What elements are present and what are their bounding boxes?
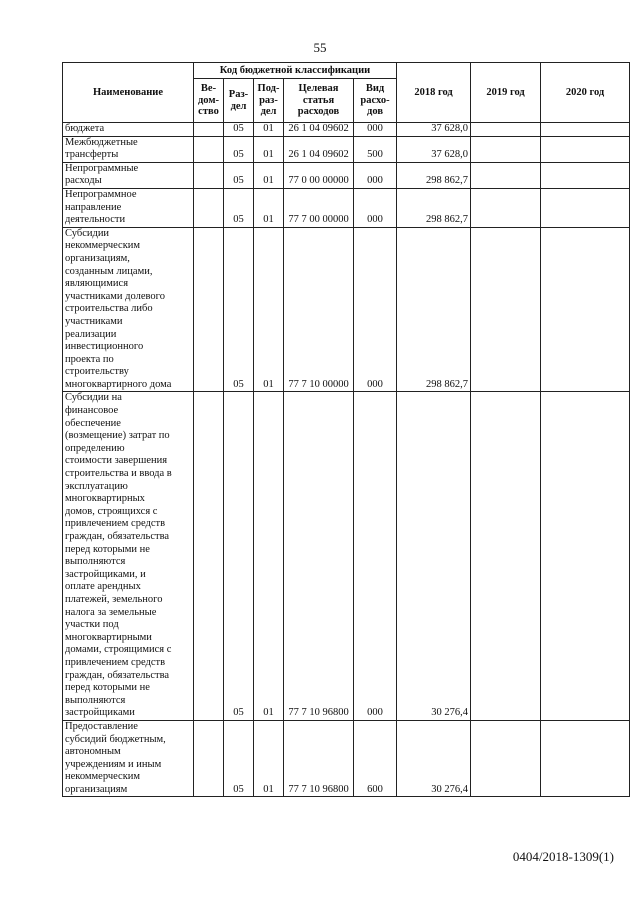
table-row [63, 392, 630, 720]
table-row [63, 162, 630, 188]
row-amount-2019 [471, 162, 541, 188]
table-row [63, 227, 630, 392]
row-amount-2020 [541, 392, 630, 720]
table-body [63, 123, 630, 797]
table-row [63, 720, 630, 797]
row-name: Непрограммное направление деятельности [63, 188, 194, 227]
row-expense-type: 000 [354, 123, 397, 137]
table-row [63, 188, 630, 227]
row-podrazdel: 01 [254, 227, 284, 392]
row-expense-type: 000 [354, 162, 397, 188]
row-amount-2019 [471, 227, 541, 392]
row-razdel: 05 [224, 162, 254, 188]
header-name: Наименование [63, 63, 194, 123]
row-name: бюджета [63, 123, 194, 137]
row-amount-2018: 30 276,4 [397, 720, 471, 797]
row-razdel: 05 [224, 392, 254, 720]
row-amount-2018: 30 276,4 [397, 392, 471, 720]
row-razdel: 05 [224, 720, 254, 797]
row-name: Субсидии на финансовое обеспечение (возмещение) затрат по определению стоимости завершения строительства и ввода в эксплуатацию многоквартирных домов, строящихся с привлечением средств граждан, обязательства перед которыми не выполняются застройщиками, и оплате арендных платежей, земельного налога за земельные участки под многоквартирными домами, строящимися с привлечением средств граждан, обязательства перед которыми не выполняются застройщиками [63, 392, 194, 720]
row-vedomstvo [194, 188, 224, 227]
header-target-article: Целевая статья расходов [284, 79, 354, 123]
row-name: Предоставление субсидий бюджетным, автономным учреждениям и иным некоммерческим организациям [63, 720, 194, 797]
header-2020: 2020 год [541, 63, 630, 123]
row-name: Непрограммные расходы [63, 162, 194, 188]
row-name: Субсидии некоммерческим организациям, созданным лицами, являющимися участниками долевого строительства либо участниками реализации инвестиционного проекта по строительству многоквартирного дома [63, 227, 194, 392]
header-razdel: Раз- дел [224, 79, 254, 123]
row-amount-2018: 298 862,7 [397, 227, 471, 392]
row-podrazdel: 01 [254, 392, 284, 720]
row-amount-2019 [471, 136, 541, 162]
row-razdel: 05 [224, 123, 254, 137]
budget-table [62, 62, 630, 797]
row-amount-2020 [541, 123, 630, 137]
row-podrazdel: 01 [254, 123, 284, 137]
header-2019: 2019 год [471, 63, 541, 123]
row-podrazdel: 01 [254, 136, 284, 162]
row-amount-2019 [471, 123, 541, 137]
row-razdel: 05 [224, 227, 254, 392]
row-expense-type: 600 [354, 720, 397, 797]
row-amount-2020 [541, 720, 630, 797]
table-header [63, 63, 630, 123]
header-expense-type: Вид расхо- дов [354, 79, 397, 123]
row-amount-2020 [541, 227, 630, 392]
row-vedomstvo [194, 136, 224, 162]
row-target-article: 77 7 10 96800 [284, 392, 354, 720]
row-amount-2018: 298 862,7 [397, 162, 471, 188]
row-expense-type: 000 [354, 392, 397, 720]
table-row [63, 123, 630, 137]
row-podrazdel: 01 [254, 720, 284, 797]
row-target-article: 77 7 00 00000 [284, 188, 354, 227]
row-target-article: 77 0 00 00000 [284, 162, 354, 188]
row-target-article: 77 7 10 96800 [284, 720, 354, 797]
row-vedomstvo [194, 123, 224, 137]
header-podrazdel: Под- раз- дел [254, 79, 284, 123]
header-classification-group: Код бюджетной классификации [194, 63, 397, 79]
row-razdel: 05 [224, 188, 254, 227]
row-amount-2018: 37 628,0 [397, 136, 471, 162]
page-number: 55 [313, 40, 327, 55]
row-amount-2019 [471, 392, 541, 720]
row-amount-2020 [541, 136, 630, 162]
row-target-article: 26 1 04 09602 [284, 123, 354, 137]
row-amount-2020 [541, 162, 630, 188]
row-expense-type: 500 [354, 136, 397, 162]
row-target-article: 77 7 10 00000 [284, 227, 354, 392]
row-vedomstvo [194, 392, 224, 720]
row-amount-2018: 37 628,0 [397, 123, 471, 137]
document-id: 0404/2018-1309(1) [512, 849, 614, 864]
row-podrazdel: 01 [254, 188, 284, 227]
row-amount-2019 [471, 720, 541, 797]
header-vedomstvo: Ве- дом- ство [194, 79, 224, 123]
row-amount-2020 [541, 188, 630, 227]
row-target-article: 26 1 04 09602 [284, 136, 354, 162]
row-name: Межбюджетные трансферты [63, 136, 194, 162]
row-amount-2019 [471, 188, 541, 227]
row-podrazdel: 01 [254, 162, 284, 188]
row-razdel: 05 [224, 136, 254, 162]
table-row [63, 136, 630, 162]
row-vedomstvo [194, 162, 224, 188]
row-expense-type: 000 [354, 227, 397, 392]
header-2018: 2018 год [397, 63, 471, 123]
row-vedomstvo [194, 227, 224, 392]
row-amount-2018: 298 862,7 [397, 188, 471, 227]
row-expense-type: 000 [354, 188, 397, 227]
row-vedomstvo [194, 720, 224, 797]
